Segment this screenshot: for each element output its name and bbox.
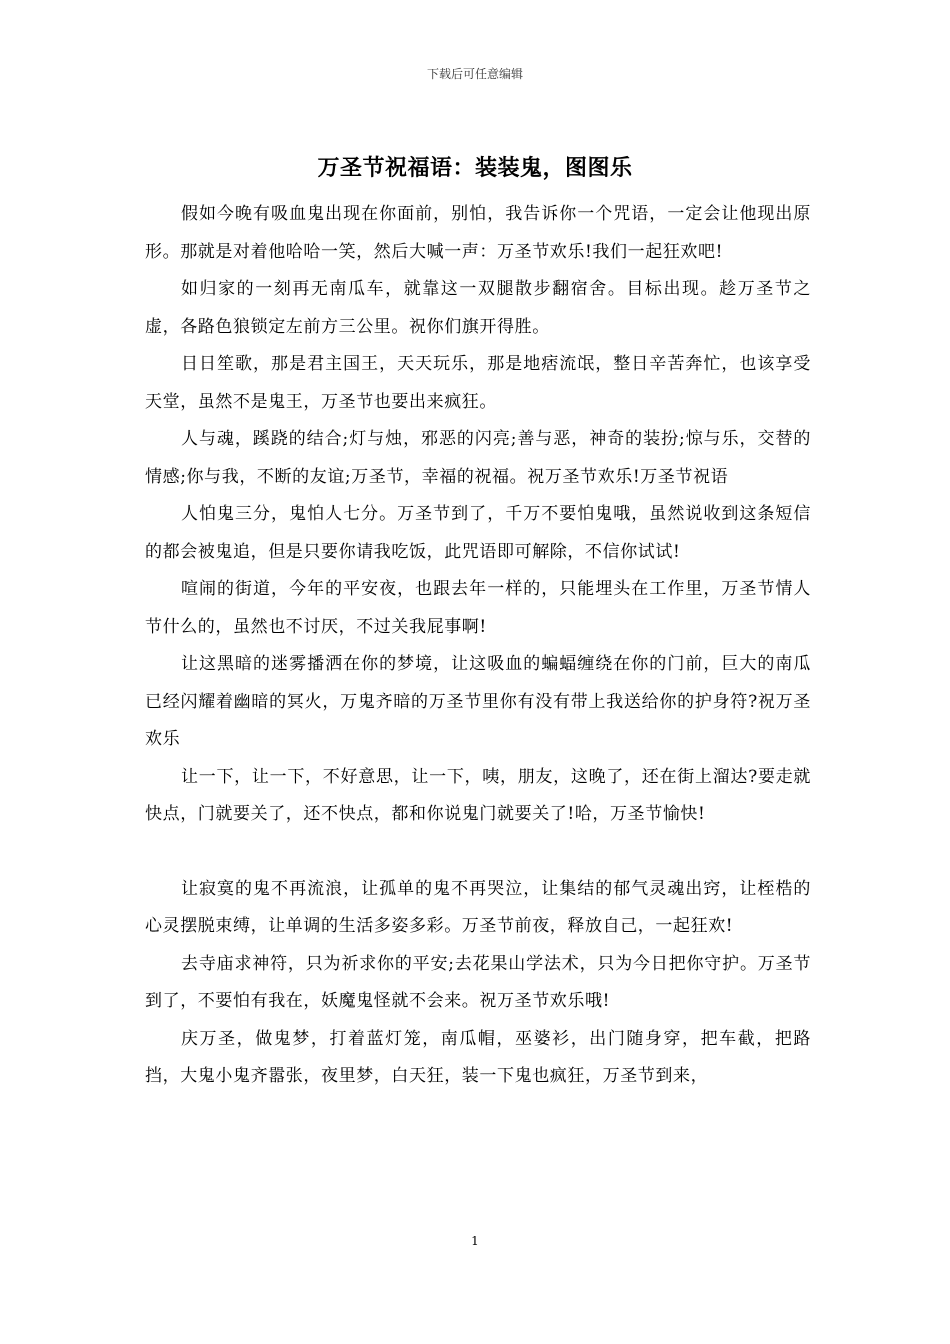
paragraph-11: 庆万圣，做鬼梦，打着蓝灯笼，南瓜帽，巫婆衫，出门随身穿，把车截，把路挡，大鬼小鬼齐嚣张，夜里梦，白天狂，装一下鬼也疯狂，万圣节到来，: [145, 1028, 811, 1086]
paragraph-1: 假如今晚有吸血鬼出现在你面前，别怕，我告诉你一个咒语，一定会让他现出原形。那就是对着他哈哈一笑，然后大喊一声：万圣节欢乐!我们一起狂欢吧!: [145, 204, 811, 262]
paragraph-3: 日日笙歌，那是君主国王，天天玩乐，那是地痞流氓，整日辛苦奔忙，也该享受天堂，虽然不是鬼王，万圣节也要出来疯狂。: [145, 354, 811, 412]
paragraph-5: 人怕鬼三分，鬼怕人七分。万圣节到了，千万不要怕鬼哦，虽然说收到这条短信的都会被鬼追，但是只要你请我吃饭，此咒语即可解除，不信你试试!: [145, 504, 811, 562]
paragraph-2: 如归家的一刻再无南瓜车，就靠这一双腿散步翻宿舍。目标出现。趁万圣节之虚，各路色狼锁定左前方三公里。祝你们旗开得胜。: [145, 279, 811, 337]
paragraph-6: 喧闹的街道，今年的平安夜，也跟去年一样的，只能埋头在工作里，万圣节情人节什么的，虽然也不讨厌，不过关我屁事啊!: [145, 579, 811, 637]
document-title: 万圣节祝福语：装装鬼，图图乐: [317, 156, 633, 181]
page-number: 1: [471, 1234, 479, 1248]
paragraph-9: 让寂寞的鬼不再流浪，让孤单的鬼不再哭泣，让集结的郁气灵魂出窍，让桎梏的心灵摆脱束缚，让单调的生活多姿多彩。万圣节前夜，释放自己，一起狂欢!: [145, 878, 811, 936]
paragraph-4: 人与魂，蹊跷的结合;灯与烛，邪恶的闪亮;善与恶，神奇的装扮;惊与乐，交替的情感;你与我，不断的友谊;万圣节，幸福的祝福。祝万圣节欢乐!万圣节祝语: [145, 429, 811, 487]
document-body: [145, 196, 811, 1096]
paragraph-7: 让这黑暗的迷雾播洒在你的梦境，让这吸血的蝙蝠缠绕在你的门前，巨大的南瓜已经闪耀着幽暗的冥火，万鬼齐暗的万圣节里你有没有带上我送给你的护身符?祝万圣欢乐: [145, 654, 811, 749]
blank-line: [145, 834, 811, 871]
paragraph-8: 让一下，让一下，不好意思，让一下，咦，朋友，这晚了，还在街上溜达?要走就快点，门就要关了，还不快点，都和你说鬼门就要关了!哈，万圣节愉快!: [145, 766, 811, 824]
paragraph-10: 去寺庙求神符，只为祈求你的平安;去花果山学法术，只为今日把你守护。万圣节到了，不要怕有我在，妖魔鬼怪就不会来。祝万圣节欢乐哦!: [145, 953, 811, 1011]
page-header: 下载后可任意编辑: [426, 67, 523, 81]
